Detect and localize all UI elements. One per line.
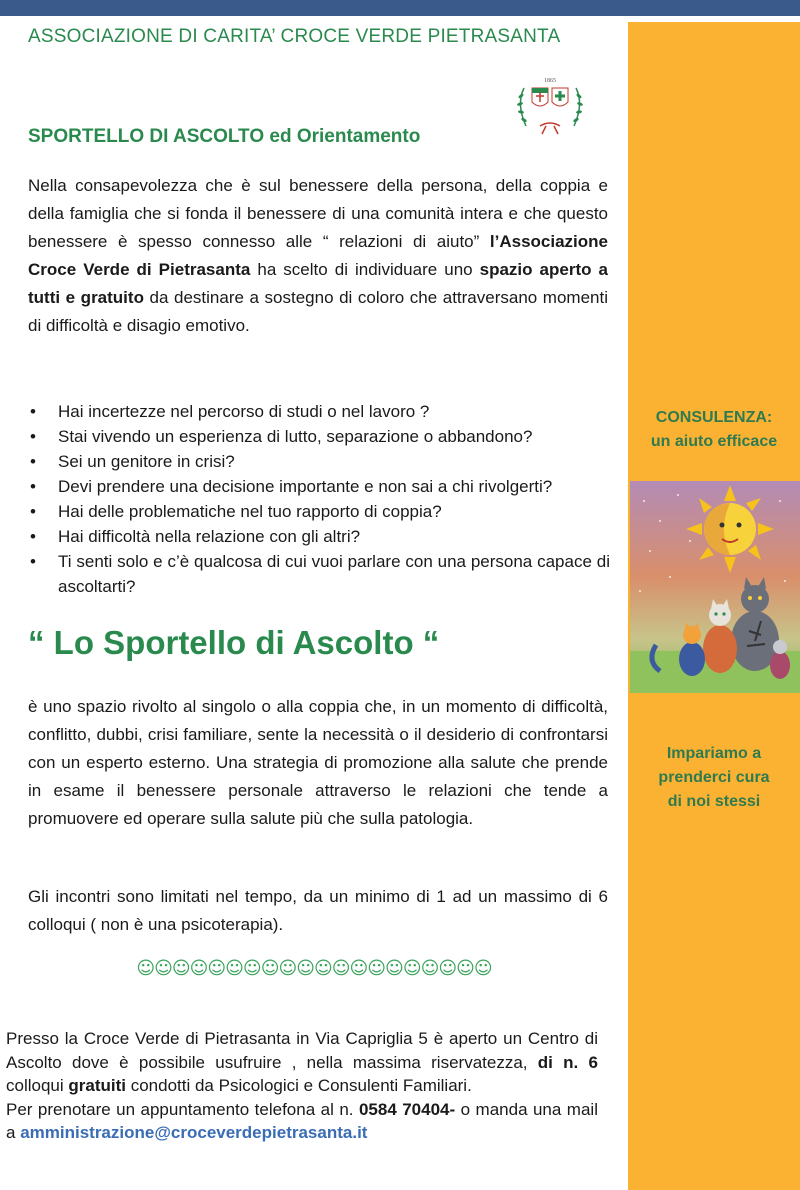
list-item: • Hai delle problematiche nel tuo rapporto di coppia? — [28, 499, 610, 524]
list-item: • Ti senti solo e c’è qualcosa di cui vuoi parlare con una persona capace di ascoltarti? — [28, 549, 610, 599]
top-bar — [0, 0, 800, 16]
email-link[interactable]: amministrazione@croceverdepietrasanta.it — [20, 1123, 368, 1142]
phone-number: 0584 70404- — [358, 1099, 456, 1119]
smiley-divider: ☺☺☺☺☺☺☺☺☺☺☺☺☺☺☺☺☺☺☺☺ — [136, 958, 492, 979]
questions-list — [28, 399, 610, 599]
intro-bold-free-space: spazio aperto a tutti e gratuito — [28, 260, 608, 307]
list-item: • Hai difficoltà nella relazione con gli altri? — [28, 524, 610, 549]
intro-bold-association: l’Associazione Croce Verde di Pietrasanta — [28, 232, 608, 279]
sportello-title: “ Lo Sportello di Ascolto “ — [28, 624, 440, 661]
intro-paragraph: Nella consapevolezza che è sul benessere della persona, della coppia e della famiglia che si fonda il benessere di una comunità intera e che questo benessere è spesso connesso alle “ relazioni di aiuto” l’Associazione Croce Verde di Pietrasanta ha scelto di individuare uno spazio aperto a tutti e gratuito da destinare a sostegno di coloro che attraversano momenti di difficoltà e disagio emotivo. — [28, 176, 608, 335]
section-title: SPORTELLO DI ASCOLTO ed Orientamento — [28, 126, 421, 147]
sun-and-cats-illustration — [630, 481, 800, 693]
association-title: ASSOCIAZIONE DI CARITA’ CROCE VERDE PIETRASANTA — [28, 26, 561, 47]
list-item: • Devi prendere una decisione importante e non sai a chi rivolgerti? — [28, 474, 610, 499]
svg-text:1865: 1865 — [544, 78, 556, 84]
list-item: • Hai incertezze nel percorso di studi o nel lavoro ? — [28, 399, 610, 424]
consulenza-heading: CONSULENZA: un aiuto efficace — [650, 409, 778, 450]
description-paragraph: è uno spazio rivolto al singolo o alla coppia che, in un momento di difficoltà, conflitto, dubbi, crisi familiare, sente la necessità o il desiderio di confrontarsi con un esperto esterno. Una strategia di promozione alla salute che prende in esame il benessere personale attraverso le relazioni che tende a promuovere ed operare sulla salute più che sulla patologia. — [28, 697, 608, 828]
contact-paragraph: Presso la Croce Verde di Pietrasanta in Via Capriglia 5 è aperto un Centro di Ascolto dove è possibile usufruire , nella massima riservatezza, di n. 6 colloqui gratuiti condotti da Psicologici e Consulenti Familiari. Per prenotare un appuntamento telefona al n. 0584 70404- o manda una mail a amministrazione@croceverdepietrasanta.it — [6, 1029, 598, 1142]
self-care-heading: Impariamo a prenderci cura di noi stessi — [658, 745, 770, 810]
sessions-count: di n. 6 — [537, 1052, 598, 1072]
free-label: gratuiti — [68, 1076, 126, 1095]
list-item: • Sei un genitore in crisi? — [28, 449, 610, 474]
croce-verde-logo — [510, 74, 590, 140]
meetings-paragraph: Gli incontri sono limitati nel tempo, da un minimo di 1 ad un massimo di 6 colloqui ( non è una psicoterapia). — [28, 887, 608, 934]
list-item: • Stai vivendo un esperienza di lutto, separazione o abbandono? — [28, 424, 610, 449]
sidebar — [628, 22, 800, 1190]
